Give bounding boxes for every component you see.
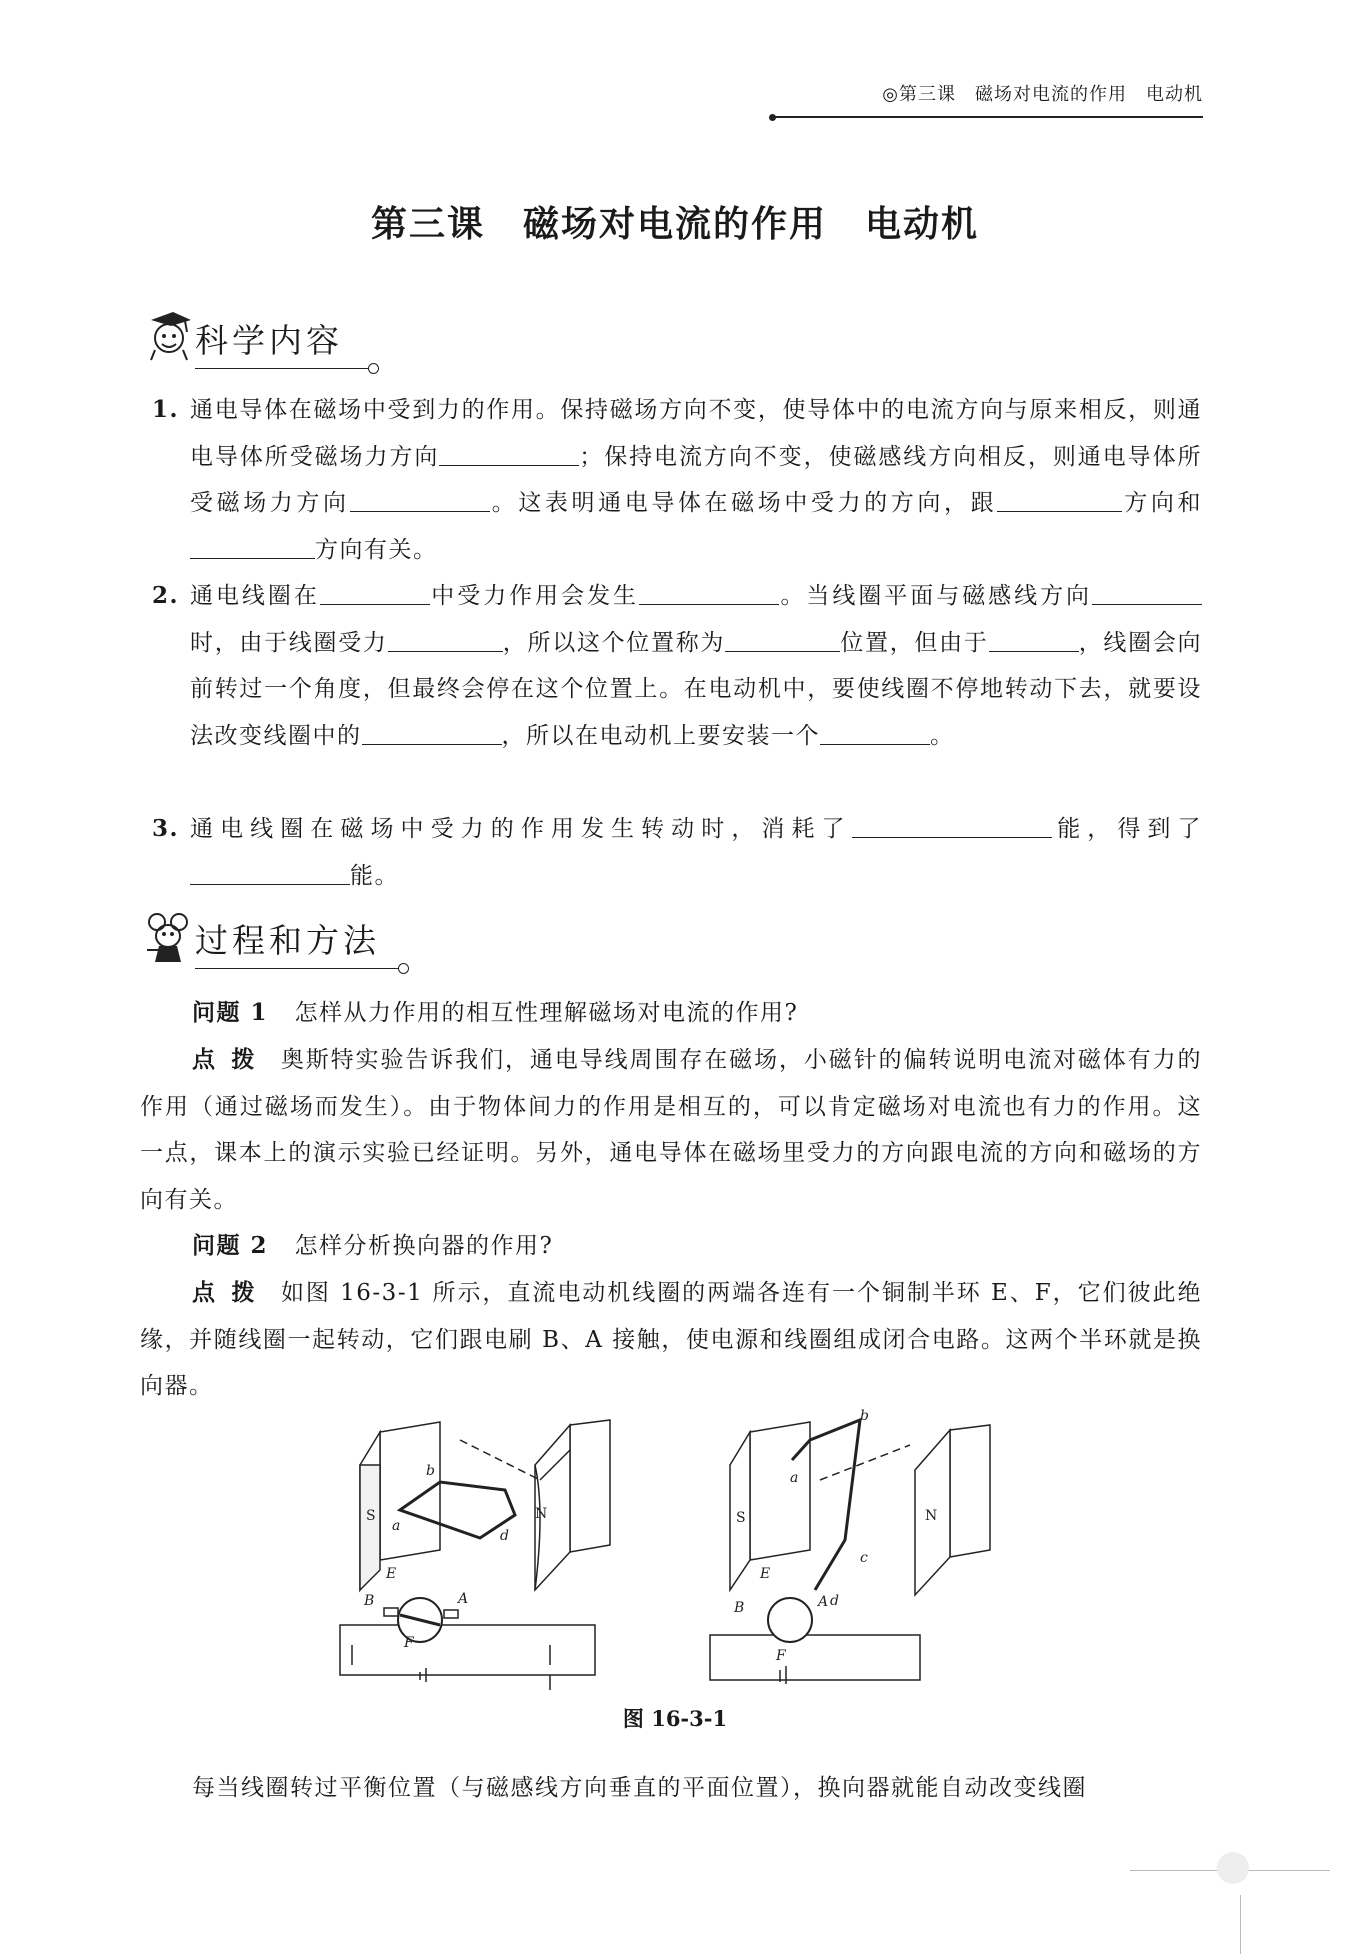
item-number: 3. (152, 815, 180, 842)
item-text: ，线圈会向前转过一个角度，但最终会停在这个位置上。在电动机中，要使线圈不停地转动下去，就要设法改变线圈中的 (190, 629, 1203, 749)
figure-label-brush-a: A (458, 1591, 469, 1607)
item-text: 能。 (350, 862, 399, 889)
section-science-heading (195, 318, 370, 369)
heading-end-dot (368, 363, 379, 374)
item-text: 方向有关。 (315, 536, 438, 563)
answer-blank[interactable] (1092, 578, 1202, 605)
item-text: 中受力作用会发生 (429, 583, 639, 609)
figure-label-a: a (392, 1518, 401, 1534)
graduate-mascot-icon (145, 310, 193, 362)
science-item-1 (152, 387, 1202, 573)
dc-motor-figure (340, 1408, 1020, 1680)
tip-2 (140, 1270, 1202, 1410)
figure-label-c: c (860, 1550, 868, 1566)
item-text: 位置，但由于 (840, 629, 989, 656)
mouse-mascot-icon (145, 910, 193, 964)
item-text: 方向和 (1122, 490, 1203, 516)
closing-paragraph: 每当线圈转过平衡位置（与磁感线方向垂直的平面位置），换向器就能自动改变线圈 (192, 1775, 1087, 1801)
tip-1 (140, 1037, 1202, 1223)
figure-label-d: d (500, 1528, 509, 1544)
figure-label-f: F (776, 1648, 786, 1664)
question-2 (140, 1223, 1202, 1270)
item-text: 。当线圈平面与磁感线方向 (779, 583, 1093, 609)
answer-blank[interactable] (989, 625, 1079, 652)
section-science-title: 科学内容 (195, 321, 343, 360)
figure-label-d: d (830, 1593, 839, 1609)
answer-blank[interactable] (320, 578, 430, 605)
item-text: 。 (930, 722, 955, 749)
figure-label-s: S (736, 1510, 746, 1526)
figure-label-b: b (860, 1408, 869, 1424)
question-1 (140, 990, 1202, 1037)
figure-label-f: F (404, 1635, 414, 1651)
answer-blank[interactable] (190, 532, 315, 559)
tip-text: 奥斯特实验告诉我们，通电导线周围存在磁场，小磁针的偏转说明电流对磁体有力的作用（通过磁场而发生）。由于物体间力的作用是相互的，可以肯定磁场对电流也有力的作用。这一点，课本上的演示实验已经证明。另外，通电导体在磁场里受力的方向跟电流的方向和磁场的方向有关。 (140, 1047, 1203, 1213)
item-text: 通电线圈在 (190, 583, 320, 609)
question-text: 怎样从力作用的相互性理解磁场对电流的作用? (294, 1000, 799, 1026)
item-text: 。这表明通电导体在磁场中受力的方向，跟 (489, 490, 998, 516)
question-label: 问题 1 (192, 999, 269, 1026)
tip-label: 点拨 (192, 1046, 271, 1073)
heading-end-dot (398, 963, 409, 974)
footer-ornament (1217, 1852, 1249, 1884)
item-number: 1. (152, 396, 180, 423)
question-label: 问题 2 (192, 1232, 269, 1259)
running-header (775, 80, 1203, 118)
answer-blank[interactable] (639, 578, 779, 605)
answer-blank[interactable] (820, 718, 930, 745)
figure-label-brush-b: B (734, 1600, 745, 1616)
tip-text: 如图 16-3-1 所示，直流电动机线圈的两端各连有一个铜制半环 E、F，它们彼此绝缘，并随线圈一起转动，它们跟电刷 B、A 接触，使电源和线圈组成闭合电路。这两个半环就是换向器。 (140, 1280, 1202, 1399)
header-rule-dot (769, 114, 776, 121)
figure-label-brush-a: A (818, 1594, 829, 1610)
running-header-text: ◎第三课 磁场对电流的作用 电动机 (882, 84, 1203, 105)
science-item-2 (152, 573, 1202, 759)
figure-label-a: a (790, 1470, 799, 1486)
footer-vertical-rule (1240, 1895, 1241, 1954)
question-text: 怎样分析换向器的作用? (294, 1233, 554, 1259)
page-title: 第三课 磁场对电流的作用 电动机 (370, 203, 979, 245)
item-text: ，所以这个位置称为 (502, 629, 726, 656)
figure-label-e: E (386, 1566, 397, 1582)
answer-blank[interactable] (439, 439, 579, 466)
figure-label-s: S (366, 1508, 376, 1524)
figure-label-brush-b: B (364, 1593, 375, 1609)
answer-blank[interactable] (350, 485, 490, 512)
section-process-heading (195, 918, 400, 969)
answer-blank[interactable] (725, 625, 840, 652)
answer-blank[interactable] (362, 718, 502, 745)
item-text: 通电导体在磁场中受到力的作用。保持磁场方向不变，使导体中的电流方向与原来相反，则通电导体所受磁场力方向 (190, 397, 1202, 470)
motor-diagram-right (710, 1420, 990, 1684)
figure-caption: 图 16-3-1 (622, 1706, 728, 1731)
item-number: 2. (152, 582, 180, 609)
science-item-3 (152, 806, 1202, 899)
item-text: 能，得到了 (1051, 816, 1203, 842)
section-process-title: 过程和方法 (195, 921, 380, 960)
tip-label: 点拨 (192, 1279, 271, 1306)
item-text: 时，由于线圈受力 (190, 629, 388, 656)
figure-label-b: b (426, 1463, 435, 1479)
item-text: ，所以在电动机上要安装一个 (501, 722, 820, 749)
answer-blank[interactable] (852, 811, 1052, 838)
motor-diagram-left (340, 1420, 610, 1690)
answer-blank[interactable] (388, 625, 503, 652)
answer-blank[interactable] (190, 858, 350, 885)
item-text: ；保持电流方向不变，使磁感线方向相反，则通电导体所受磁场力方向 (190, 443, 1203, 516)
figure-label-e: E (760, 1566, 771, 1582)
figure-label-n: N (925, 1508, 938, 1524)
answer-blank[interactable] (997, 485, 1122, 512)
item-text: 通电线圈在磁场中受力的作用发生转动时，消耗了 (190, 816, 852, 842)
figure-label-n: N (535, 1506, 548, 1522)
